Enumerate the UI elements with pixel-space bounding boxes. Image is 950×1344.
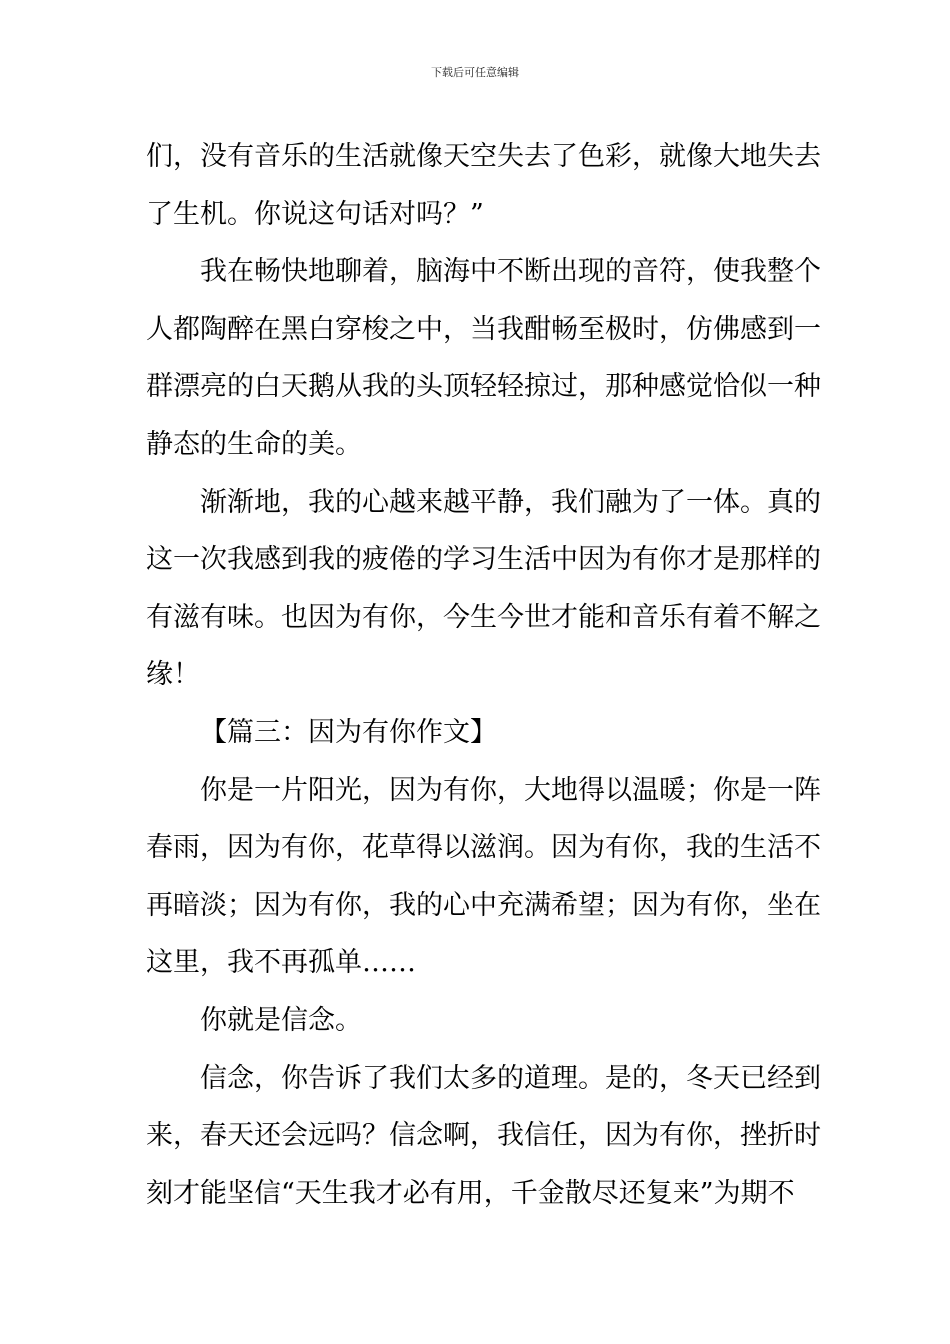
text-line: 来，春天还会远吗？信念啊，我信任，因为有你，挫折时 (146, 1120, 821, 1152)
text-line: 们，没有音乐的生活就像天空失去了色彩，就像大地失去 (146, 141, 821, 172)
paragraph-start-line: 我在畅快地聊着，脑海中不断出现的音符，使我整个 (200, 256, 821, 288)
paragraph-start-line: 渐渐地，我的心越来越平静，我们融为了一体。真的 (200, 486, 821, 518)
text-line: 静态的生命的美。 (146, 428, 362, 460)
text-line: 人都陶醉在黑白穿梭之中，当我酣畅至极时，仿佛感到一 (146, 313, 821, 345)
text-line: 了生机。你说这句话对吗？” (146, 198, 484, 230)
text-line: 有滋有味。也因为有你，今生今世才能和音乐有着不解之 (146, 601, 821, 633)
paragraph-start-line: 你就是信念。 (200, 1004, 362, 1036)
text-line: 这一次我感到我的疲倦的学习生活中因为有你才是那样的 (146, 544, 821, 576)
paragraph-start-line: 你是一片阳光，因为有你，大地得以温暖；你是一阵 (200, 774, 821, 806)
paragraph-start-line: 信念，你告诉了我们太多的道理。是的，冬天已经到 (200, 1062, 821, 1094)
document-body (146, 128, 821, 1222)
text-line: 这里，我不再孤单…… (146, 947, 416, 979)
section-heading: 【篇三：因为有你作文】 (200, 716, 497, 748)
text-line: 刻才能坚信“天生我才必有用，千金散尽还复来”为期不 (146, 1177, 795, 1209)
text-line: 再暗淡；因为有你，我的心中充满希望；因为有你，坐在 (146, 889, 821, 921)
text-line: 缘！ (146, 659, 200, 691)
text-line: 春雨，因为有你，花草得以滋润。因为有你，我的生活不 (146, 832, 821, 864)
text-line: 群漂亮的白天鹅从我的头顶轻轻掠过，那种感觉恰似一种 (146, 371, 821, 403)
page-header: 下载后可任意编辑 (431, 66, 519, 79)
